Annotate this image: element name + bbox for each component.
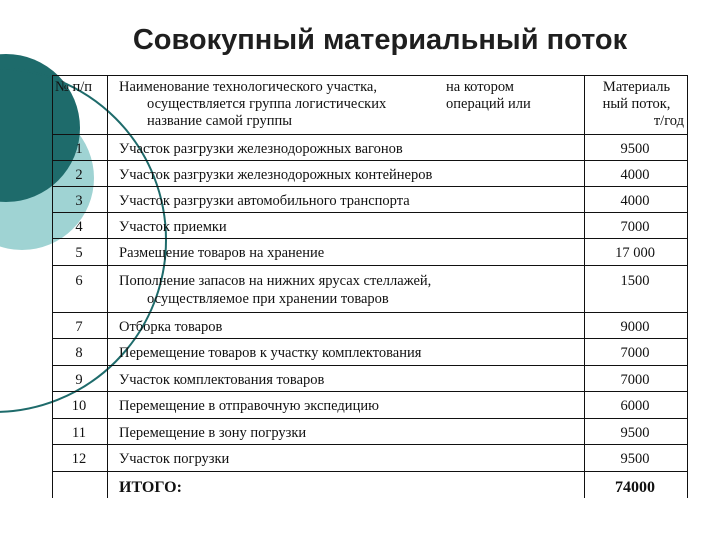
row-num: 11 bbox=[72, 425, 86, 441]
row-name-continuation: осуществляемое при хранении товаров bbox=[147, 291, 389, 307]
row-name: Перемещение в зону погрузки bbox=[119, 425, 307, 441]
row-name: Отборка товаров bbox=[119, 319, 223, 335]
row-name: Участок разгрузки автомобильного транспорта bbox=[119, 193, 410, 209]
row-name: Участок погрузки bbox=[119, 451, 230, 467]
row-value: 9500 bbox=[620, 451, 650, 467]
row-value: 7000 bbox=[620, 219, 650, 235]
row-name: Участок комплектования товаров bbox=[119, 372, 325, 388]
row-num: 5 bbox=[75, 245, 83, 261]
header-value-line-1: Материаль bbox=[602, 79, 671, 95]
row-num: 6 bbox=[75, 273, 83, 289]
header-num: № п/п bbox=[55, 79, 93, 95]
row-value: 9500 bbox=[620, 141, 650, 157]
header-name-line-3: название самой группы bbox=[147, 113, 292, 129]
row-num: 10 bbox=[71, 398, 87, 414]
row-value: 7000 bbox=[620, 345, 650, 361]
header-name-line-1: Наименование технологического участка, bbox=[119, 79, 377, 95]
row-num: 4 bbox=[75, 219, 83, 235]
row-num: 3 bbox=[75, 193, 83, 209]
row-value: 1500 bbox=[620, 273, 650, 289]
row-num: 1 bbox=[75, 141, 83, 157]
material-flow-table bbox=[52, 75, 688, 498]
row-value: 4000 bbox=[620, 193, 650, 209]
row-name: Перемещение в отправочную экспедицию bbox=[119, 398, 379, 414]
header-value-line-3: т/год bbox=[653, 113, 684, 129]
row-name: Участок разгрузки железнодорожных вагонов bbox=[119, 141, 403, 157]
row-value: 9000 bbox=[620, 319, 650, 335]
row-num: 8 bbox=[75, 345, 83, 361]
header-name-right-1: на котором bbox=[446, 79, 514, 95]
row-value: 6000 bbox=[620, 398, 650, 414]
total-label: ИТОГО: bbox=[119, 479, 182, 496]
total-value: 74000 bbox=[615, 479, 655, 496]
row-num: 12 bbox=[71, 451, 87, 467]
header-name-line-2: осуществляется группа логистических bbox=[147, 96, 387, 112]
row-num: 9 bbox=[75, 372, 83, 388]
row-value: 17 000 bbox=[615, 245, 655, 261]
row-name: Пополнение запасов на нижних ярусах стеллажей, bbox=[119, 273, 432, 289]
header-name-right-2: операций или bbox=[446, 96, 531, 112]
row-name: Участок приемки bbox=[119, 219, 227, 235]
row-value: 7000 bbox=[620, 372, 650, 388]
page-title: Совокупный материальный поток bbox=[132, 24, 628, 56]
row-name: Участок разгрузки железнодорожных контейнеров bbox=[119, 167, 433, 183]
row-value: 4000 bbox=[620, 167, 650, 183]
header-value-line-2: ный поток, bbox=[602, 96, 671, 112]
row-name: Размещение товаров на хранение bbox=[119, 245, 325, 261]
row-num: 2 bbox=[75, 167, 83, 183]
row-value: 9500 bbox=[620, 425, 650, 441]
row-num: 7 bbox=[75, 319, 83, 335]
row-name: Перемещение товаров к участку комплектования bbox=[119, 345, 422, 361]
